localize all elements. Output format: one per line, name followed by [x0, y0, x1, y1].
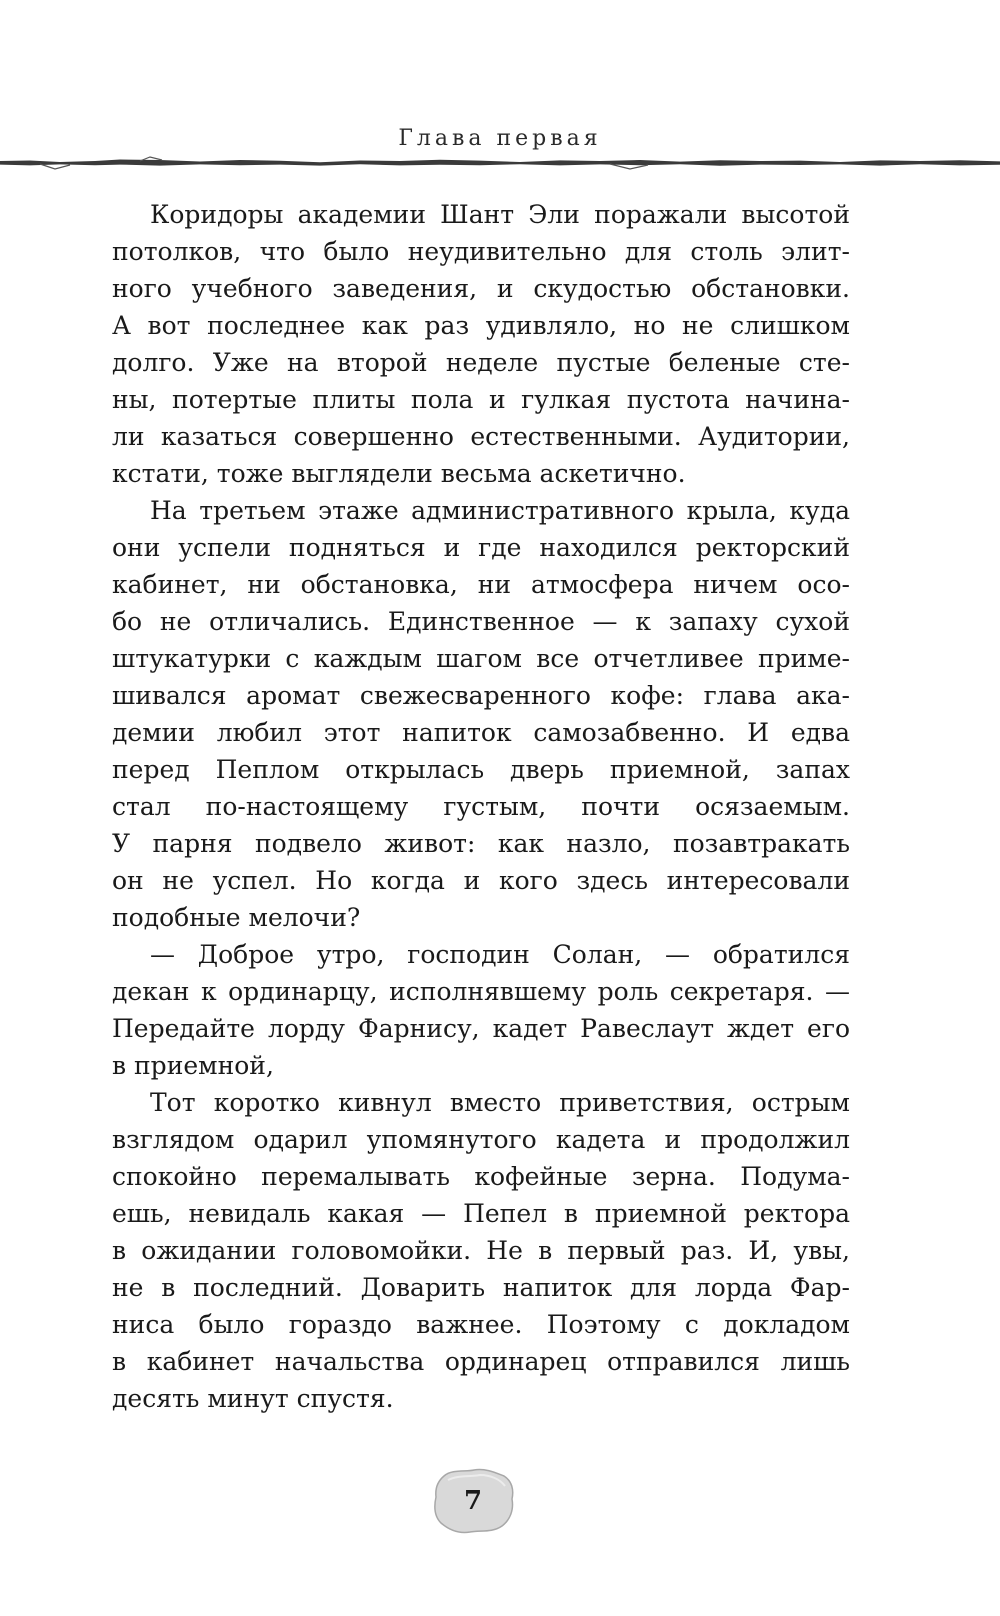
text-line: подобные мелочи? [112, 903, 361, 932]
page-number-badge [430, 1466, 516, 1536]
text-line: они успели подняться и где находился ректорский [112, 533, 850, 562]
text-line: десять минут спустя. [112, 1384, 394, 1413]
text-line: бо не отличались. Единственное — к запаху сухой [112, 607, 850, 636]
text-line: перед Пеплом открылась дверь приемной, запах [112, 755, 850, 784]
text-line: штукатурки с каждым шагом все отчетливее приме- [112, 644, 850, 673]
paragraph [112, 936, 850, 1084]
paragraph [112, 492, 850, 936]
text-line: Передайте лорду Фарнису, кадет Равеслаут ждет его [112, 1014, 850, 1043]
text-line: А вот последнее как раз удивляло, но не слишком [112, 311, 850, 340]
text-line: стал по-настоящему густым, почти осязаемым. [112, 792, 850, 821]
running-head: Глава первая [398, 126, 602, 151]
text-line: в ожидании головомойки. Не в первый раз. И, увы, [112, 1236, 850, 1265]
text-line: кстати, тоже выглядели весьма аскетично. [112, 459, 686, 488]
text-line: ниса было гораздо важнее. Поэтому с докладом [112, 1310, 850, 1339]
text-line: ны, потертые плиты пола и гулкая пустота начина- [112, 385, 850, 414]
text-line: Тот коротко кивнул вместо приветствия, острым [150, 1088, 850, 1117]
text-line: шивался аромат свежесваренного кофе: глава ака- [112, 681, 850, 710]
text-line: не в последний. Доварить напиток для лорда Фар- [112, 1273, 850, 1302]
text-line: На третьем этаже административного крыла, куда [150, 496, 850, 525]
rough-divider-line [0, 148, 1000, 178]
paragraph [112, 1084, 850, 1417]
text-line: в кабинет начальства ординарец отправился лишь [112, 1347, 850, 1376]
body-text [112, 196, 850, 1417]
text-line: — Доброе утро, господин Солан, — обратился [150, 940, 850, 969]
text-line: ного учебного заведения, и скудостью обстановки. [112, 274, 850, 303]
page-number: 7 [463, 1486, 483, 1516]
text-line: ешь, невидаль какая — Пепел в приемной ректора [112, 1199, 850, 1228]
text-line: демии любил этот напиток самозабвенно. И едва [112, 718, 850, 747]
text-line: потолков, что было неудивительно для столь элит- [112, 237, 850, 266]
text-line: кабинет, ни обстановка, ни атмосфера ничем осо- [112, 570, 850, 599]
text-line: спокойно перемалывать кофейные зерна. Подума- [112, 1162, 850, 1191]
text-line: взглядом одарил упомянутого кадета и продолжил [112, 1125, 850, 1154]
paragraph [112, 196, 850, 492]
text-line: долго. Уже на второй неделе пустые беленые сте- [112, 348, 850, 377]
text-line: он не успел. Но когда и кого здесь интересовали [112, 866, 850, 895]
text-line: ли казаться совершенно естественными. Аудитории, [112, 422, 850, 451]
text-line: У парня подвело живот: как назло, позавтракать [112, 829, 850, 858]
text-line: в приемной, [112, 1051, 274, 1080]
text-line: Коридоры академии Шант Эли поражали высотой [150, 200, 850, 229]
text-line: декан к ординарцу, исполнявшему роль секретаря. — [112, 977, 850, 1006]
